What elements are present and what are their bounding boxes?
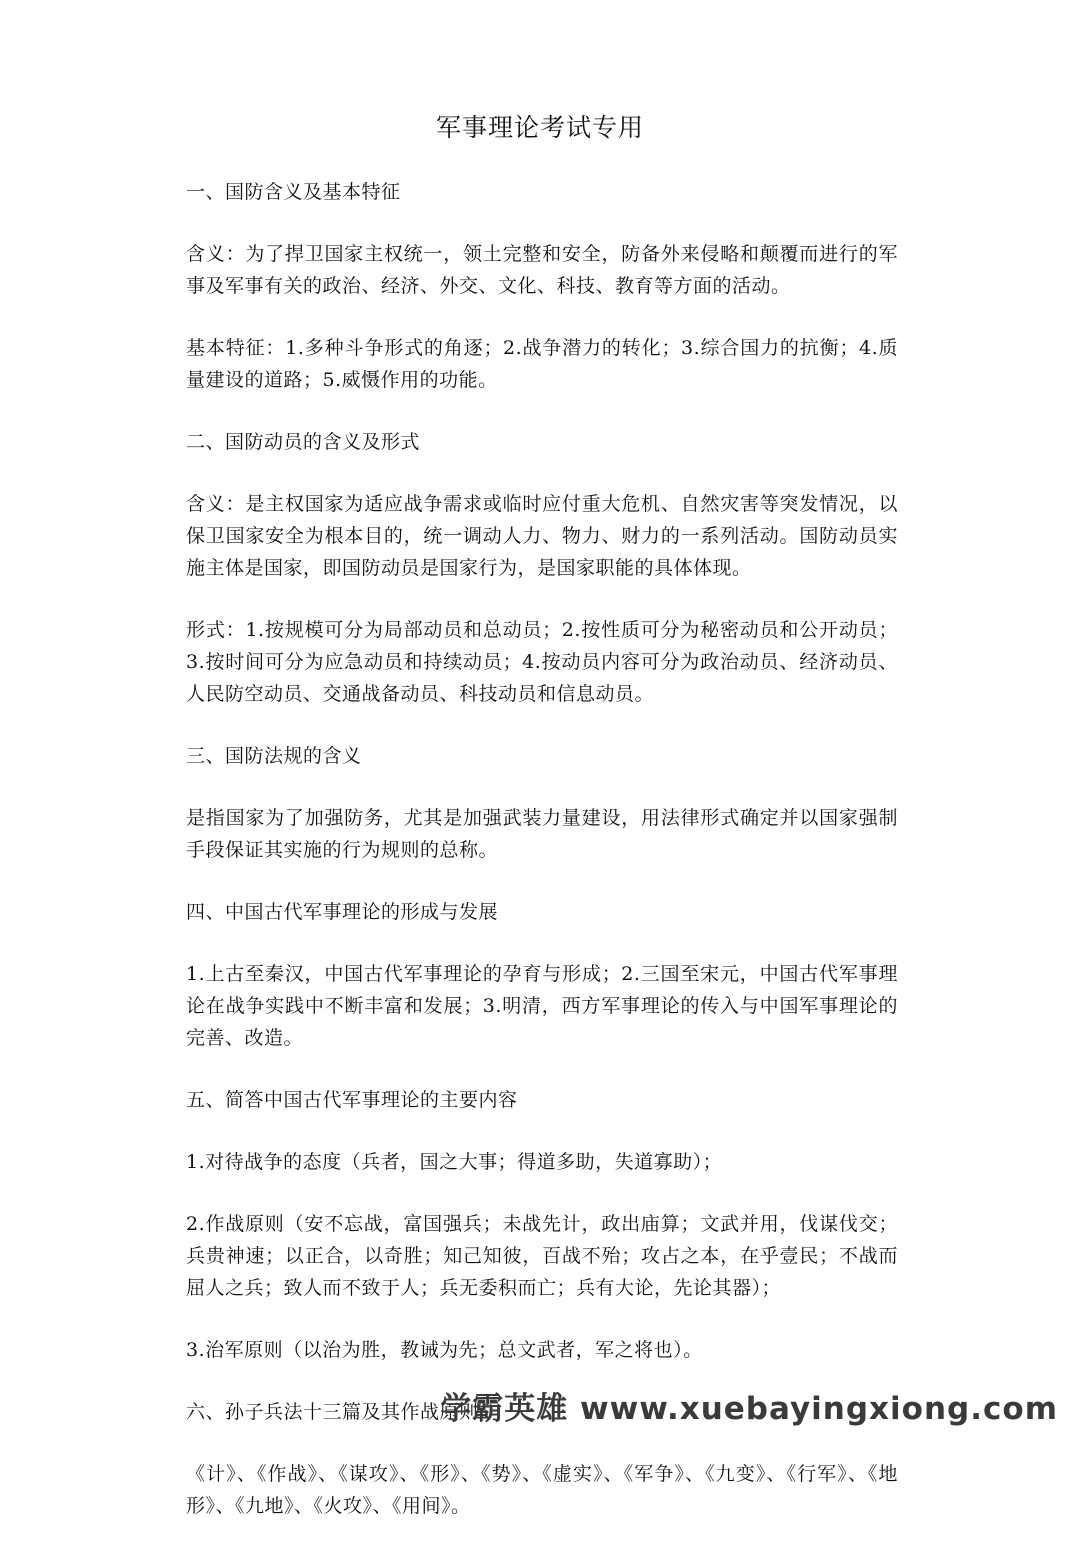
paragraph-war-attitude: 1.对待战争的态度（兵者，国之大事；得道多助，失道寡助）； [186,1151,723,1173]
paragraph-mobilization-meaning: 含义：是主权国家为适应战争需求或临时应付重大危机、自然灾害等突发情况，以保卫国家安全为根本目的，统一调动人力、物力、财力的一系列活动。国防动员实施主体是国家，即国防动员是国家行为，是国家职能的具体体现。 [186,493,898,579]
document-body [186,176,898,1552]
paragraph-sunzi-chapters: 《计》、《作战》、《谋攻》、《形》、《势》、《虚实》、《军争》、《九变》、《行军》、《地形》、《九地》、《火攻》、《用间》。 [186,1463,898,1517]
document-title: 军事理论考试专用 [435,113,644,142]
section-heading-2: 二、国防动员的含义及形式 [186,431,421,453]
section-heading-5: 五、简答中国古代军事理论的主要内容 [186,1089,518,1111]
paragraph-defense-meaning: 含义：为了捍卫国家主权统一，领土完整和安全，防备外来侵略和颠覆而进行的军事及军事有关的政治、经济、外交、文化、科技、教育等方面的活动。 [186,243,898,297]
section-heading-3: 三、国防法规的含义 [186,745,362,767]
paragraph-defense-features: 基本特征：1.多种斗争形式的角逐；2.战争潜力的转化；3.综合国力的抗衡；4.质量建设的道路；5.威慑作用的功能。 [186,337,898,391]
paragraph-mobilization-forms: 形式：1.按规模可分为局部动员和总动员；2.按性质可分为秘密动员和公开动员；3.按时间可分为应急动员和持续动员；4.按动员内容可分为政治动员、经济动员、人民防空动员、交通战备动员、科技动员和信息动员。 [186,619,898,705]
paragraph-combat-principles: 2.作战原则（安不忘战，富国强兵；未战先计，政出庙算；文武并用，伐谋伐交；兵贵神速；以正合，以奇胜；知己知彼，百战不殆；攻占之本，在乎壹民；不战而屈人之兵；致人而不致于人；兵无委积而亡；兵有大论，先论其器）； [186,1213,898,1299]
section-heading-1: 一、国防含义及基本特征 [186,181,401,203]
paragraph-defense-law: 是指国家为了加强防务，尤其是加强武装力量建设，用法律形式确定并以国家强制手段保证其实施的行为规则的总称。 [186,807,898,861]
paragraph-army-principles: 3.治军原则（以治为胜，教诫为先；总文武者，军之将也）。 [186,1339,703,1361]
watermark-logo: 学霸英雄 www.xuebayingxiong.com [440,1391,1058,1427]
section-heading-6: 六、孙子兵法十三篇及其作战原则 [186,1401,479,1423]
section-heading-4: 四、中国古代军事理论的形成与发展 [186,901,499,923]
paragraph-ancient-theory-development: 1.上古至秦汉，中国古代军事理论的孕育与形成；2.三国至宋元，中国古代军事理论在战争实践中不断丰富和发展；3.明清，西方军事理论的传入与中国军事理论的完善、改造。 [186,963,898,1049]
